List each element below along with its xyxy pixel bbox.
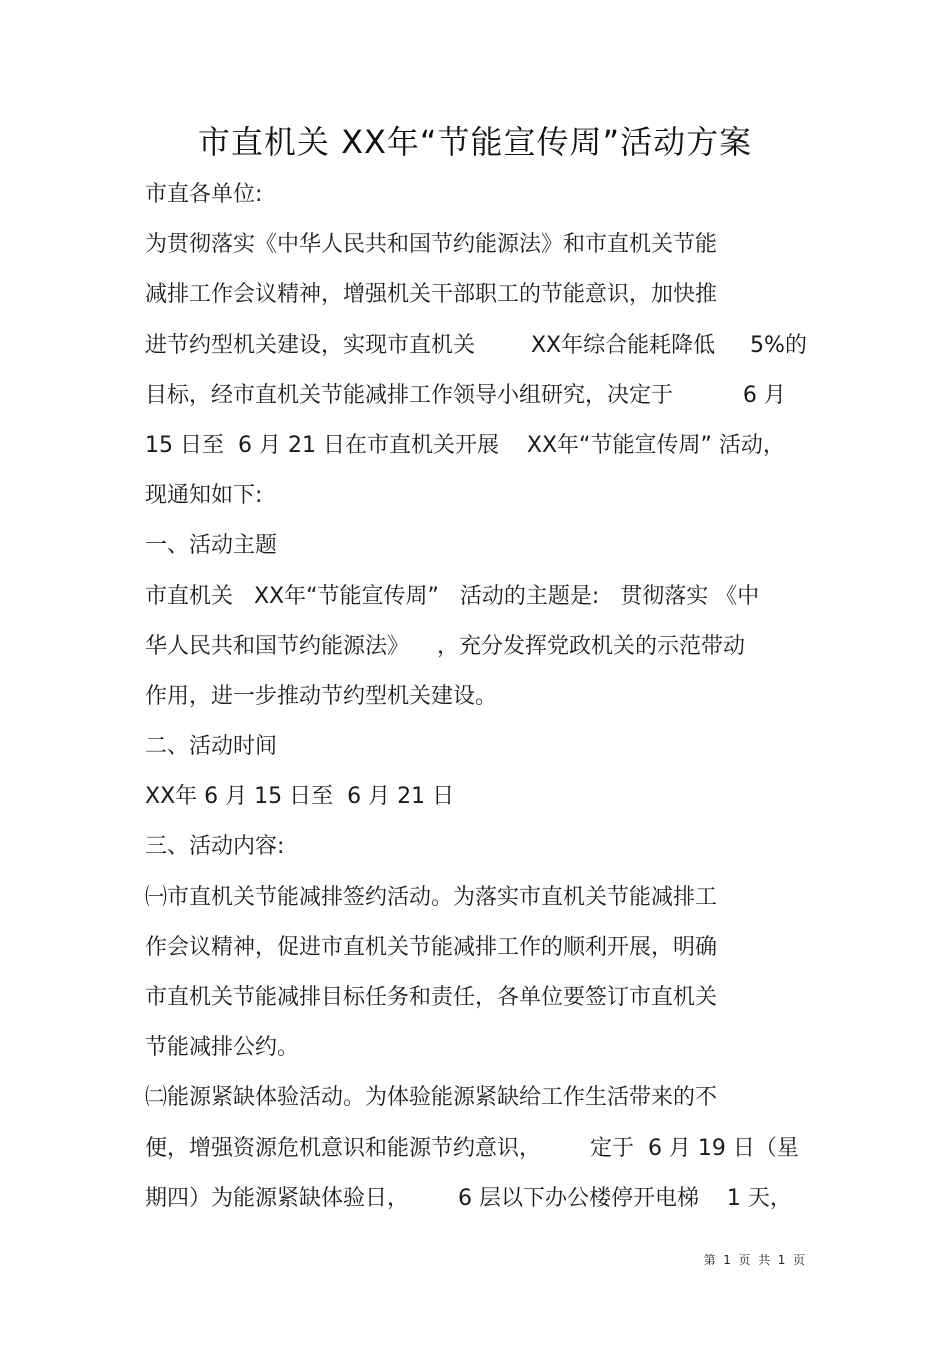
body-line: XX年 6 月 15 日至 6 月 21 日 — [145, 784, 455, 810]
body-line: 现通知如下: — [145, 483, 263, 509]
body-line: 期四）为能源紧缺体验日， 6 层以下办公楼停开电梯 1 天， — [145, 1185, 792, 1211]
body-line: 市直机关节能减排目标任务和责任，各单位要签订市直机关 — [145, 985, 718, 1010]
body-line: ㈡能源紧缺体验活动。为体验能源紧缺给工作生活带来的不 — [145, 1085, 718, 1111]
body-line-salutation: 市直各单位: — [145, 182, 263, 207]
body-line: 节能减排公约。 — [145, 1035, 300, 1061]
body-line: 15 日至 6 月 21 日在市直机关开展 XX年“节能宣传周” 活动， — [145, 432, 785, 458]
section-heading-theme: 一、活动主题 — [145, 533, 278, 559]
body-line: 作会议精神，促进市直机关节能减排工作的顺利开展，明确 — [145, 934, 718, 960]
body-line: 目标，经市直机关节能减排工作领导小组研究，决定于 6 月 — [145, 382, 786, 408]
section-heading-content: 三、活动内容: — [145, 834, 285, 860]
body-line: 市直机关 XX年“节能宣传周” 活动的主题是: 贯彻落实 《中 — [145, 583, 760, 609]
document-title: 市直机关 XX年“节能宣传周”活动方案 — [197, 123, 753, 161]
body-line: 华人民共和国节约能源法》 ，充分发挥党政机关的示范带动 — [145, 633, 745, 659]
body-line: 进节约型机关建设，实现市直机关 XX年综合能耗降低 5%的 — [145, 332, 807, 358]
page-footer: 第 1 页 共 1 页 — [703, 1253, 805, 1267]
body-line: 减排工作会议精神，增强机关干部职工的节能意识，加快推 — [145, 282, 718, 308]
body-line: 作用，进一步推动节约型机关建设。 — [145, 683, 498, 709]
body-line: 为贯彻落实《中华人民共和国节约能源法》和市直机关节能 — [145, 232, 718, 258]
body-line: ㈠市直机关节能减排签约活动。为落实市直机关节能减排工 — [145, 884, 718, 910]
document-body — [145, 170, 825, 1224]
body-line: 便，增强资源危机意识和能源节约意识， 定于 6 月 19 日（星 — [145, 1135, 799, 1161]
section-heading-time: 二、活动时间 — [145, 734, 278, 760]
